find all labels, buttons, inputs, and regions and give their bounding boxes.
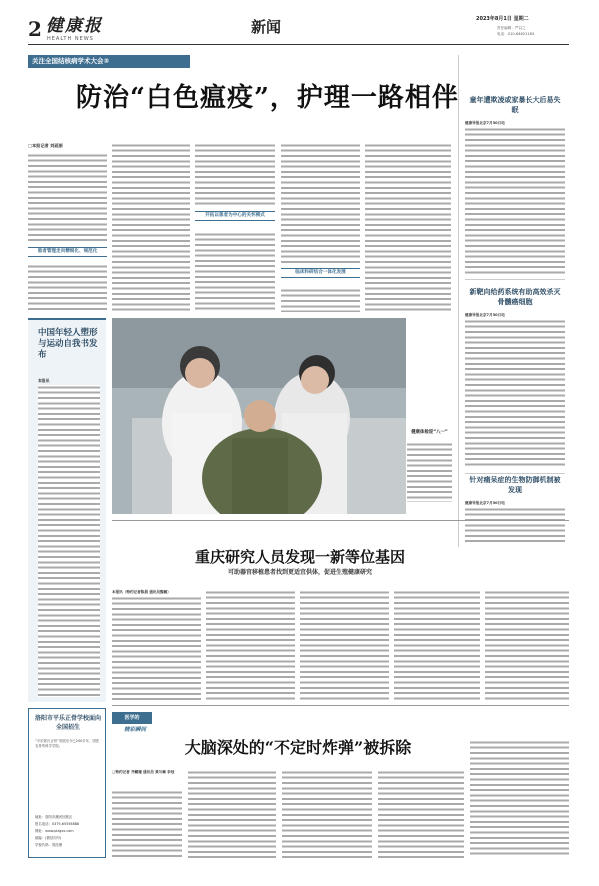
masthead-rule	[28, 44, 569, 45]
edition-phone: 电话：010-64621183	[497, 32, 535, 36]
main-col-1-bottom	[28, 264, 107, 312]
medical-col-3	[282, 770, 372, 858]
left-box-body	[38, 385, 100, 697]
section-title: 新闻	[251, 18, 282, 36]
subhead-care-text: 开拓以患者为中心的关怀模式	[205, 213, 265, 218]
subhead-management	[28, 247, 107, 257]
right-bottom-body	[465, 507, 565, 543]
subhead-management-text: 患者管理走向精细化、规范化	[37, 249, 98, 254]
luoyang-contact-5: 学校代码：郭经理	[35, 843, 63, 847]
chongqing-col-5	[485, 590, 569, 700]
chongqing-col-2	[206, 590, 295, 700]
main-col-2	[112, 143, 190, 313]
luoyang-title: 洛阳市平乐正骨学校面向全国招生	[35, 715, 102, 731]
right-mid-byline: 健康导报北京7月30日电	[465, 313, 505, 317]
right-top-byline: 健康导报北京7月30日电	[465, 121, 505, 125]
luoyang-contact-1: 地址：洛阳市瀍河回族区	[35, 815, 73, 819]
medical-col-2	[188, 770, 276, 858]
topic-banner	[28, 55, 190, 68]
main-col-1-top	[28, 153, 107, 243]
left-box-title: 中国年轻人塑形与运动自我书发布	[38, 328, 98, 360]
checkup-photo	[112, 318, 406, 514]
main-col-4-top	[281, 143, 360, 263]
right-bottom-byline: 健康导报北京7月30日电	[465, 501, 505, 505]
logo-subtitle: HEALTH NEWS	[47, 36, 94, 42]
medical-rule	[112, 705, 569, 706]
subhead-care	[195, 211, 275, 221]
medical-col-4	[378, 770, 464, 858]
chongqing-rule	[112, 520, 569, 521]
luoyang-contact-4: 邮编：(微信同号)	[35, 836, 62, 840]
chongqing-col-4	[394, 590, 480, 700]
main-col-3-top	[195, 143, 275, 207]
edition-editor: 责任编辑：严以之	[497, 26, 526, 30]
chongqing-col-1	[112, 596, 201, 700]
right-top-title: 童年遭欺凌或家暴长大后易失眠	[469, 95, 561, 114]
issue-date: 2023年8月1日 星期二	[476, 16, 529, 22]
photo-illustration	[112, 318, 406, 514]
luoyang-contact-2: 报名电话：0379-65556888	[35, 822, 80, 826]
chongqing-headline: 重庆研究人员发现一新等位基因	[194, 548, 405, 566]
right-divider-1	[465, 279, 565, 280]
main-headline: 防治“白色瘟疫”，护理一路相伴	[76, 83, 459, 113]
luoyang-ad	[28, 708, 106, 858]
right-column	[458, 55, 569, 547]
medical-tag-text: 医学的	[124, 715, 140, 721]
medical-headline: 大脑深处的“不定时炸弹”被拆除	[184, 738, 412, 757]
main-col-3-bottom	[195, 232, 275, 312]
left-box	[28, 318, 106, 702]
chongqing-subhead: 可助器官移植患者找到更适宜供体，促进生殖健康研究	[227, 569, 372, 576]
medical-byline: □特约记者 齐藏珊 通讯员 黄川琳 李冠	[112, 770, 175, 774]
left-box-byline: 本报讯	[38, 378, 50, 383]
masthead	[0, 0, 599, 46]
photo-caption-title: 健康体检迎“八一”	[411, 430, 448, 435]
right-mid-title: 新靶向给药系统有助高效杀灭骨髓癌细胞	[469, 287, 561, 306]
photo-caption-box	[407, 430, 452, 514]
luoyang-body: “平乐郭氏正骨”发展至今已200多年，国医名骨伤科学学院。	[35, 739, 100, 749]
topic-banner-text: 关注全国结核病学术大会③	[32, 57, 110, 65]
right-top-body	[465, 127, 565, 275]
medical-col-5	[470, 740, 569, 858]
main-col-4-bottom	[281, 288, 360, 312]
photo-caption-body	[407, 442, 452, 502]
subhead-research	[281, 268, 360, 278]
logo: 健康报	[46, 16, 103, 36]
medical-tag	[112, 712, 152, 724]
subhead-research-text: 临床科研结合一体化发展	[295, 270, 346, 275]
chongqing-byline: 本报讯（特约记者陈晨 通讯员魏蔺）	[112, 590, 171, 594]
main-col-5	[365, 143, 451, 313]
right-bottom-title: 针对痛呆症的生物防御机制被发现	[469, 475, 561, 494]
page-number: 2	[28, 17, 42, 41]
chongqing-col-3	[300, 590, 389, 700]
right-mid-body	[465, 319, 565, 469]
luoyang-contact-3: 网址：www.plzgxx.com	[35, 829, 74, 833]
medical-tag-2: 精彩瞬间	[124, 727, 147, 733]
medical-col-1	[112, 790, 182, 858]
right-divider-2	[465, 473, 565, 474]
main-byline: □本报记者 刘砥丽	[28, 143, 63, 148]
